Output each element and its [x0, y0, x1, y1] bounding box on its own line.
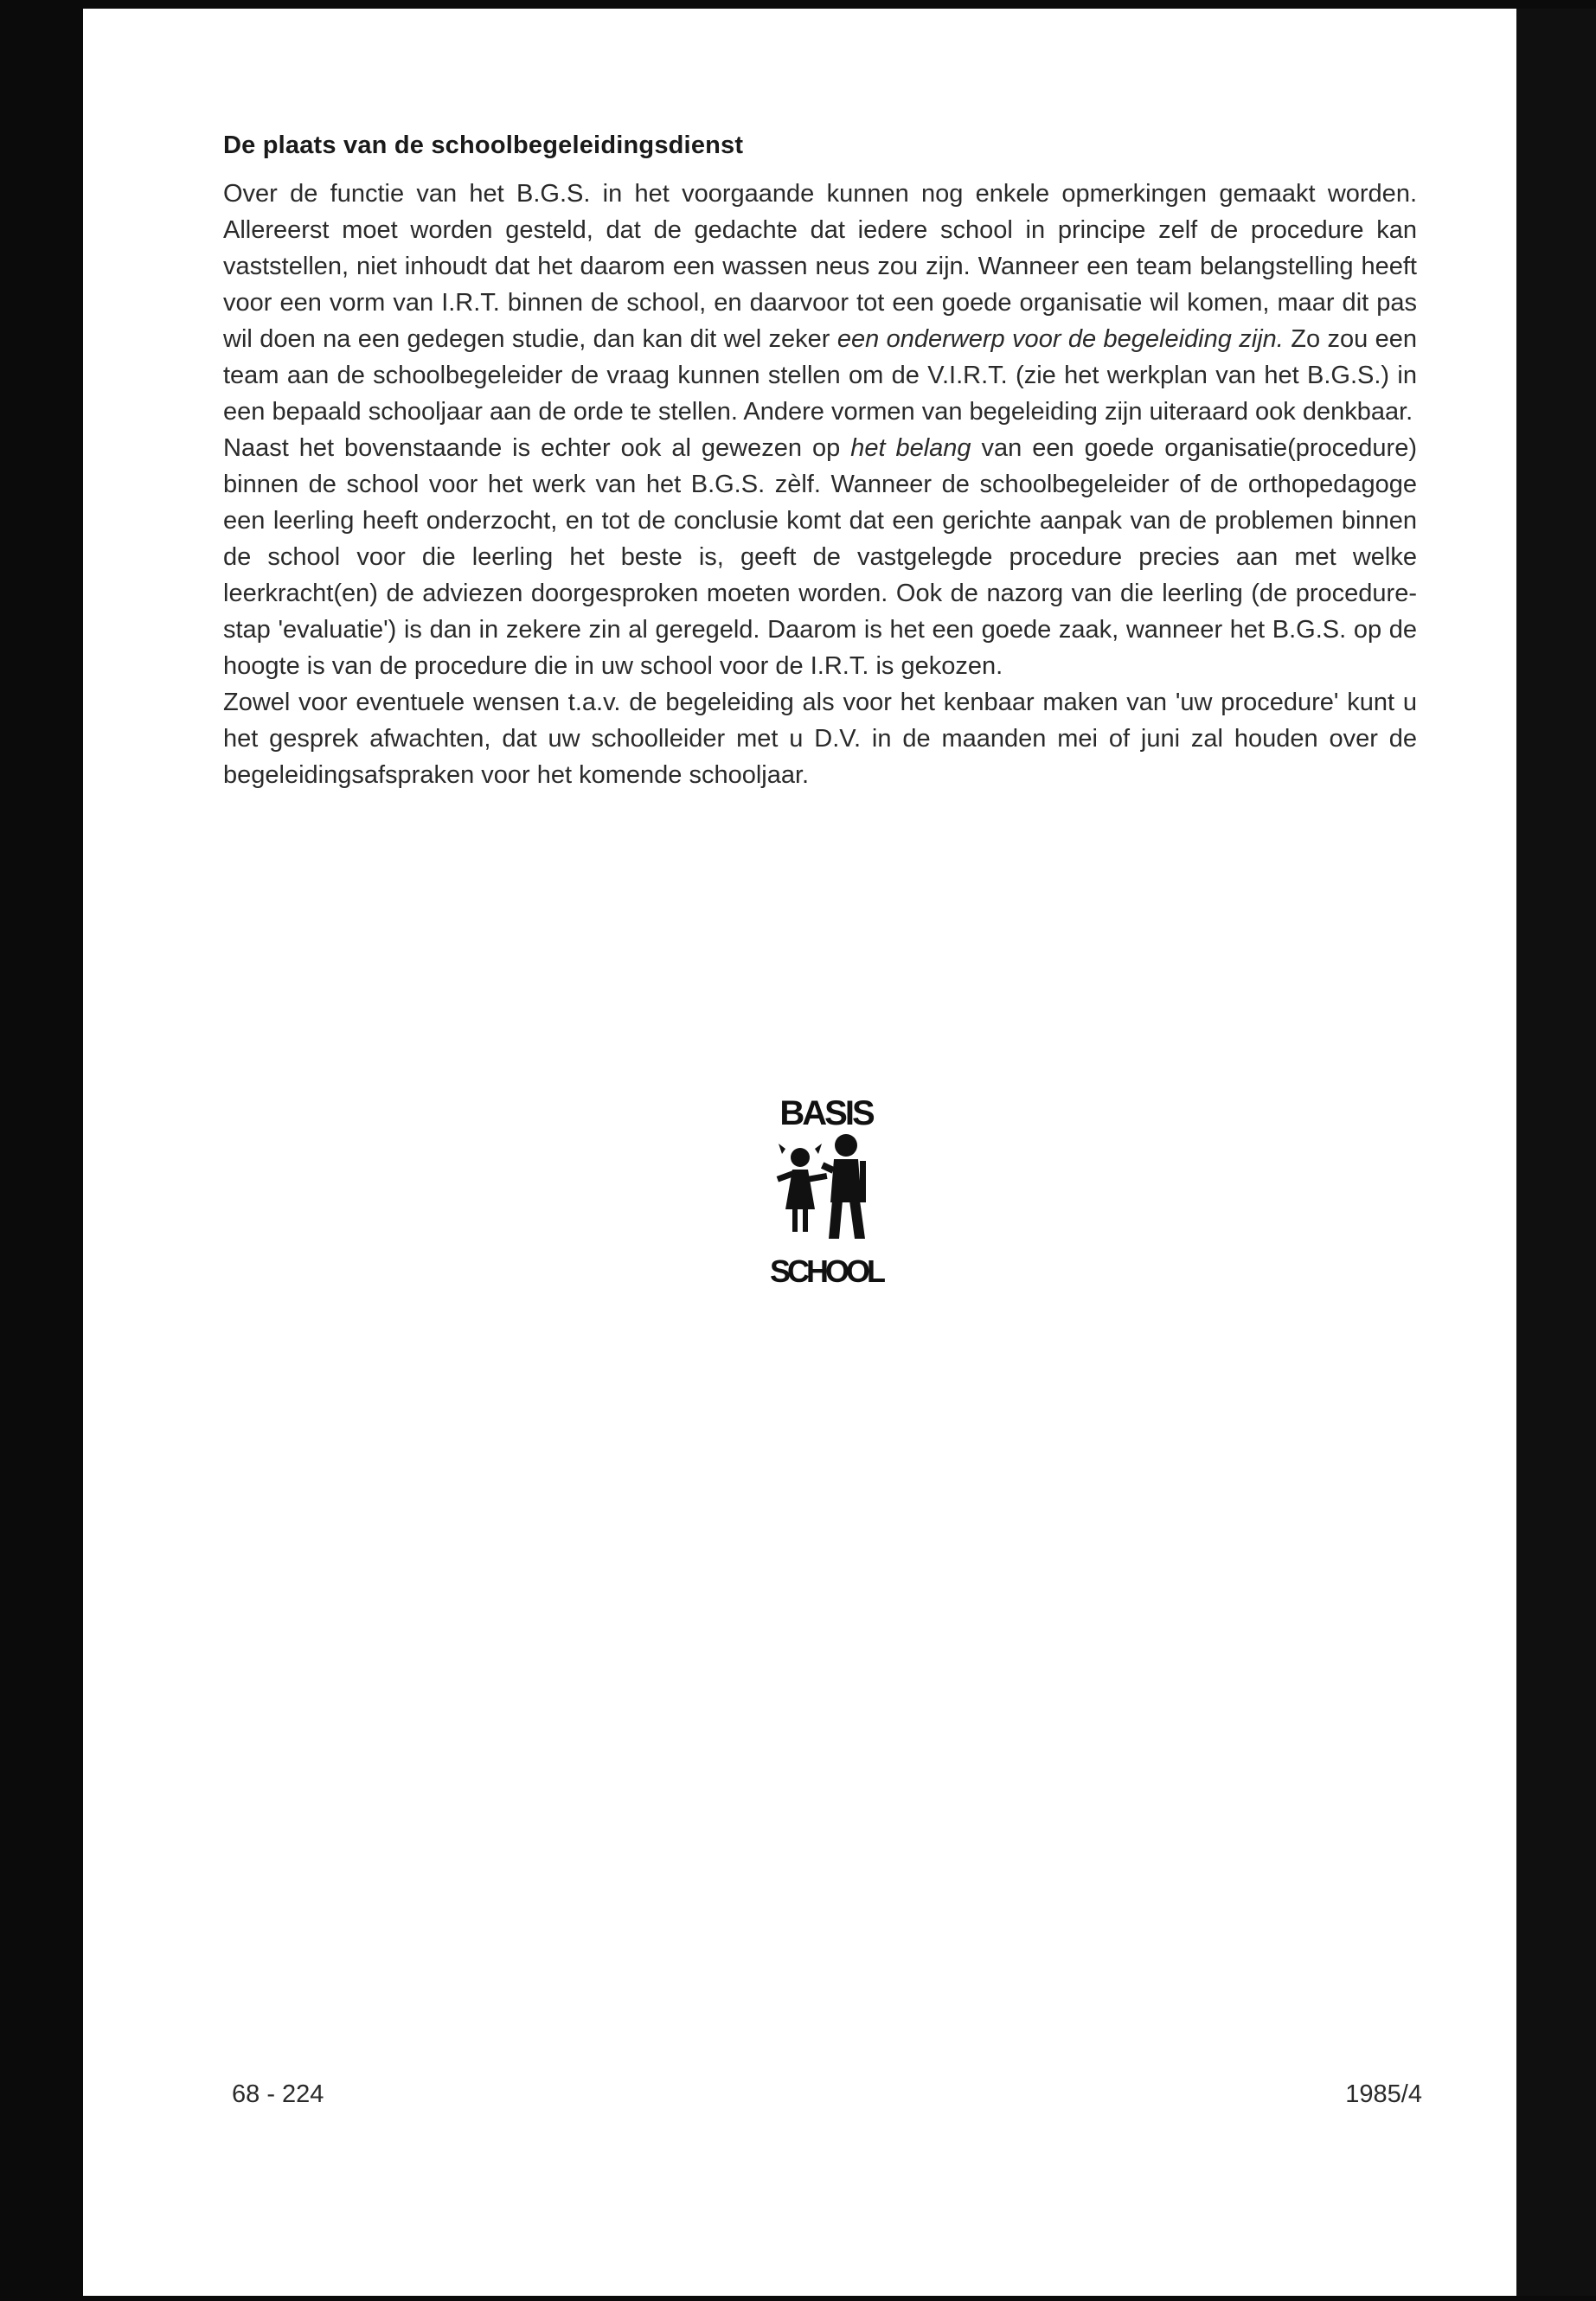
- paragraph-2-text-b: van een goede organisatie(procedure) binnen de school voor het werk van het B.G.S. zèlf. Wanneer de schoolbegeleider of de orthopedagoge een leerling heeft onderzocht, en tot de conclusie komt dat een gerichte aanpak van de problemen binnen de school voor die leerling het beste is, geeft de vastgelegde procedure precies aan met welke leerkracht(en) de adviezen doorgesproken moeten worden. Ook de nazorg van die leerling (de procedure-stap 'evaluatie') is dan in zekere zin al geregeld. Daarom is het een goede zaak, wanneer het B.G.S. op de hoogte is van de procedure die in uw school voor de I.R.T. is gekozen.: [223, 434, 1417, 680]
- page-number: 68 - 224: [232, 2080, 324, 2108]
- article: [223, 131, 1417, 793]
- paragraph-2-text-a: Naast het bovenstaande is echter ook al gewezen op: [223, 434, 851, 462]
- paragraph-1-text-b: Zo zou een team aan de schoolbegeleider de vraag kunnen stellen om de V.I.R.T. (zie het werkplan van het B.G.S.) in een bepaald schooljaar aan de orde te stellen. Andere vormen van begeleiding zijn uiteraard ook denkbaar.: [223, 325, 1418, 426]
- issue-number: 1985/4: [1345, 2080, 1422, 2108]
- scan-border-left: [0, 0, 83, 2301]
- section-heading: De plaats van de schoolbegeleidingsdienst: [223, 131, 744, 159]
- logo-bottom-text: SCHOOL: [769, 1253, 883, 1289]
- children-figures-icon: [761, 1090, 891, 1291]
- scan-border-top: [0, 0, 1596, 9]
- paragraph-3: Zowel voor eventuele wensen t.a.v. de begeleiding als voor het kenbaar maken van 'uw procedure' kunt u het gesprek afwachten, dat uw schoolleider met u D.V. in de maanden mei of juni zal houden over de begeleidingsafspraken voor het komende schooljaar.: [223, 689, 1417, 789]
- basisschool-logo: [761, 1090, 891, 1291]
- paragraph-1-text-a: Over de functie van het B.G.S. in het voorgaande kunnen nog enkele opmerkingen gemaakt worden. Allereerst moet worden gesteld, dat de gedachte dat iedere school in principe zelf de procedure kan vaststellen, niet inhoudt dat het daarom een wassen neus zou zijn. Wanneer een team belangstelling heeft voor een vorm van I.R.T. binnen de school, en daarvoor tot een goede organisatie wil komen, maar dit pas wil doen na een gedegen studie, dan kan dit wel zeker: [223, 180, 1417, 353]
- paragraph-2-italic: het belang: [850, 434, 971, 462]
- logo-top-text: BASIS: [779, 1094, 873, 1132]
- scan-border-right: [1516, 0, 1596, 2301]
- paragraph-2: [223, 430, 1417, 684]
- paragraph-1: [223, 176, 1417, 430]
- paragraph-1-italic: een onderwerp voor de begeleiding zijn.: [836, 325, 1284, 353]
- scan-border-bottom: [0, 2296, 1596, 2301]
